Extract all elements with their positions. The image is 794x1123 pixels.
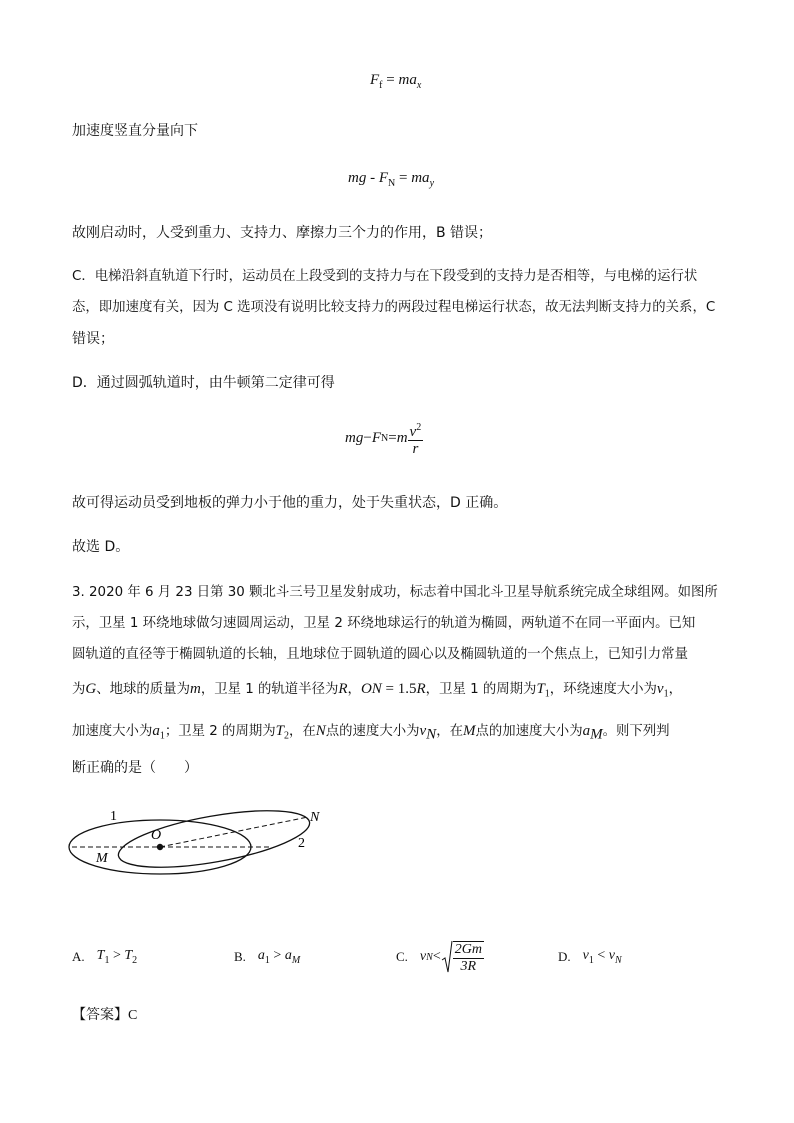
text-option-d-line1: D．通过圆弧轨道时，由牛顿第二定律可得 (72, 375, 335, 391)
equation-vertical: mg - $F_N = ma_y$ (348, 170, 435, 189)
text-vertical-component: 加速度竖直分量向下 (72, 123, 198, 139)
answer-value: C (128, 1008, 138, 1023)
radical-sign-icon (441, 940, 453, 974)
orbit-2-ellipse (114, 800, 313, 879)
equation-circular: mg − F N = m $\frac{v^2}{r}$ (345, 422, 422, 457)
option-b[interactable]: B. $a_1 > a_M$ (234, 948, 301, 966)
text-option-c-line2: 态，即加速度有关，因为 C 选项没有说明比较支持力的两段过程电梯运行状态，故无法判断支持力的关系，C (72, 300, 716, 315)
question-3-line2: 示，卫星 1 环绕地球做匀速圆周运动，卫星 2 环绕地球运行的轨道为椭圆，两轨道不在同一平面内。已知 (72, 616, 696, 631)
text-conclusion-b: 故刚启动时，人受到重力、支持力、摩擦力三个力的作用，B 错误； (72, 225, 493, 241)
option-a[interactable]: A. $T_1 > T_2$ (72, 948, 138, 966)
figure-label-n: N (310, 810, 320, 825)
question-3-line3: 圆轨道的直径等于椭圆轨道的长轴，且地球位于圆轨道的圆心以及椭圆轨道的一个焦点上，已知引力常量 (72, 647, 688, 662)
figure-label-m: M (96, 851, 108, 866)
option-c[interactable]: C. v N < $\frac{2Gm}{3R}$ (396, 941, 482, 974)
text-option-c-line3: 错误； (72, 331, 114, 347)
answer-line (72, 1004, 137, 1024)
text-selection: 故选 D。 (72, 539, 130, 555)
question-3-line4: 为G、地球的质量为m，卫星 1 的轨道半径为R，ON = 1.5R，卫星 1 的周期为$T_1$，环绕速度大小为$v_1$， (72, 681, 682, 700)
question-3-line6: 断正确的是（ ） (72, 760, 198, 776)
text-option-d-line2: 故可得运动员受到地板的弹力小于他的重力，处于失重状态，D 正确。 (72, 495, 508, 511)
question-3-line5: 加速度大小为$a_1$；卫星 2 的周期为$T_2$，在N点的速度大小为$v_N$，在M点的加速度大小为$a_M$。则下列判 (72, 723, 670, 743)
sqrt-expression: $\frac{2Gm}{3R}$ (441, 940, 484, 975)
figure-label-2: 2 (298, 836, 305, 851)
equation-friction: $F_f = ma_x$ (370, 72, 422, 91)
fraction-v2-over-r: $\frac{v^2}{r}$ (409, 422, 422, 457)
answer-tag: 【答案】 (72, 1007, 128, 1023)
figure-label-o: O (151, 828, 162, 843)
figure-label-1: 1 (110, 809, 117, 824)
option-d[interactable]: D. $v_1 < v_N$ (558, 948, 622, 966)
orbit-diagram (60, 795, 350, 885)
text-option-c-line1: C．电梯沿斜直轨道下行时，运动员在上段受到的支持力与在下段受到的支持力是否相等，与电梯的运行状 (72, 269, 698, 284)
earth-point-o (157, 844, 163, 850)
question-3-line1: 3. 2020 年 6 月 23 日第 30 颗北斗三号卫星发射成功，标志着中国北斗卫星导航系统完成全球组网。如图所 (72, 585, 718, 600)
